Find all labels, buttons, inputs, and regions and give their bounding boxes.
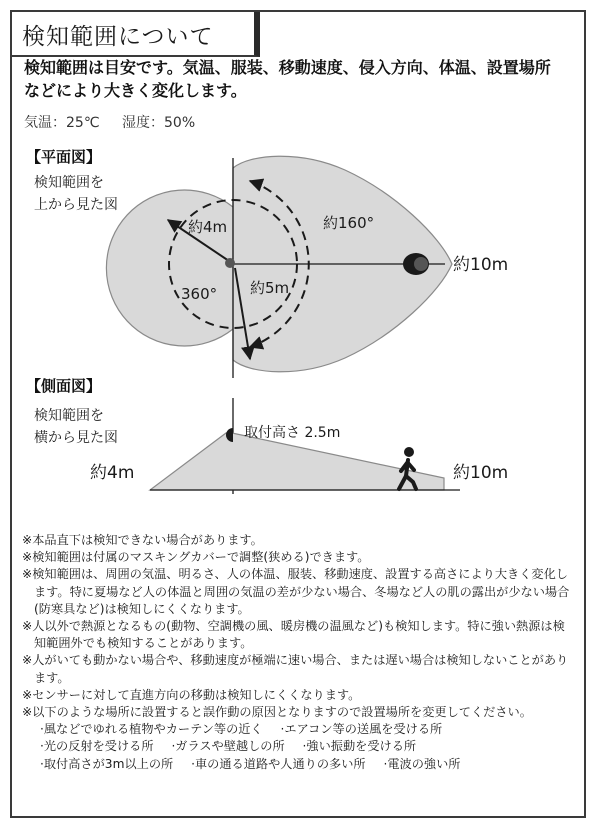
note-item: ※人以外で熱源となるもの(動物、空調機の風、暖房機の温風など)も検知します。特に強い熱源は検知範囲外でも検知することがあります。: [22, 619, 565, 651]
caution-item: ·電波の強い所: [383, 756, 461, 771]
humidity-condition: 湿度：50%: [122, 115, 196, 131]
caution-item: ·風などでゆれる植物やカーテン等の近く: [40, 722, 263, 737]
plan-label-5m: 約5m: [250, 279, 290, 297]
caution-item: ·強い振動を受ける所: [302, 739, 417, 754]
note-item: ※本品直下は検知できない場合があります。: [22, 533, 263, 547]
caution-row: [40, 738, 570, 755]
plan-view-diagram: [106, 156, 452, 378]
plan-sensor-dot: [225, 258, 235, 268]
notes-section: [22, 532, 570, 773]
caution-row: [40, 721, 570, 738]
plan-view-heading: 【平面図】: [26, 148, 102, 166]
plan-label-160: 約160°: [323, 214, 375, 232]
side-label-10m: 約10m: [453, 463, 509, 483]
side-label-4m: 約4m: [90, 463, 135, 483]
note-item: ※人がいても動かない場合や、移動速度が極端に速い場合、または遅い場合は検知しないことがあります。: [22, 653, 569, 685]
installation-caution-list: [22, 721, 570, 773]
caution-item: ·光の反射を受ける所: [40, 739, 154, 754]
note-item: ※検知範囲は、周囲の気温、明るさ、人の体温、服装、移動速度、設置する高さにより大きく変化します。特に夏場など人の体温と周囲の気温の差が少ない場合、冬場など人の肌の露出が少ない場合(防寒具など)は検知しにくくなります。: [22, 567, 570, 616]
side-view-diagram: [150, 398, 460, 494]
caution-row: [40, 756, 570, 773]
plan-person-head: [414, 257, 428, 271]
plan-view-desc-line2: 上から見た図: [34, 197, 118, 213]
caution-item: ·ガラスや壁越しの所: [171, 739, 285, 754]
side-view-desc-line1: 検知範囲を: [34, 408, 104, 424]
side-view-desc-line2: 横から見た図: [34, 430, 118, 446]
note-item: ※センサーに対して直進方向の移動は検知しにくくなります。: [22, 687, 361, 702]
caution-item: ·エアコン等の送風を受ける所: [280, 722, 443, 737]
plan-label-4m: 約4m: [188, 218, 228, 236]
side-mount-height-label: 取付高さ 2.5m: [244, 425, 341, 441]
caution-item: ·車の通る道路や人通りの多い所: [191, 756, 366, 771]
side-view-heading: 【側面図】: [26, 377, 102, 395]
plan-view-desc-line1: 検知範囲を: [34, 175, 104, 191]
temperature-condition: 気温：25℃: [24, 115, 100, 131]
side-detection-zone: [150, 433, 444, 490]
caution-item: ·取付高さが3m以上の所: [40, 756, 174, 771]
headline: 検知範囲は目安です。気温、服装、移動速度、侵入方向、体温、設置場所などにより大きく変化します。: [24, 58, 551, 100]
plan-label-10m: 約10m: [453, 255, 509, 275]
note-item: ※検知範囲は付属のマスキングカバーで調整(狭める)できます。: [22, 550, 370, 565]
plan-label-360: 360°: [181, 285, 218, 303]
page-title: 検知範囲について: [22, 24, 214, 50]
note-item: ※以下のような場所に設置すると誤作動の原因となりますので設置場所を変更してください。: [22, 705, 532, 720]
